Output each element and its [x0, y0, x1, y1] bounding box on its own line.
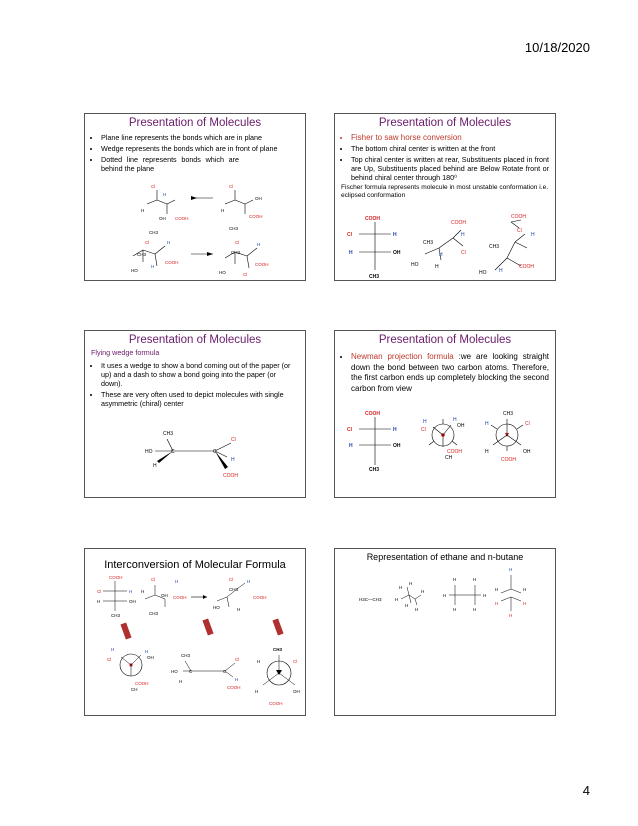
atom-label: H — [163, 192, 167, 197]
atom-label: CH3 — [231, 250, 241, 255]
atom-label: Cl — [97, 589, 102, 594]
list-item: • Top chiral center is written at rear, Substituents placed in front are Up, Substituents placed behind are Below Rotate front or behind chiral center through 180⁰ — [351, 155, 549, 182]
atom-label: H — [439, 252, 443, 258]
atom-label: CH3 — [369, 274, 380, 280]
atom-label: H — [443, 593, 447, 598]
atom-label: H — [453, 417, 457, 423]
atom-label: H — [349, 443, 353, 449]
atom-label: COOH — [501, 457, 516, 463]
atom-label: H — [495, 601, 499, 606]
atom-label: H — [483, 593, 487, 598]
list-item: • It uses a wedge to show a bond coming out of the paper (or up) and a dash to show a bond going into the paper (or down). — [101, 361, 299, 388]
atom-label: OH — [457, 423, 465, 429]
atom-label: Cl — [229, 577, 234, 582]
slide-title: Presentation of Molecules — [128, 117, 262, 129]
slide-6 — [334, 548, 556, 716]
atom-label: H3C—CH3 — [359, 597, 382, 602]
atom-label: Cl — [151, 577, 156, 582]
atom-label: CH3 — [137, 252, 147, 257]
atom-label: HO — [479, 270, 487, 276]
list-item: • Plane line represents the bonds which are in plane — [101, 133, 299, 142]
interconversion-diagram — [85, 575, 305, 715]
slide-4 — [334, 330, 556, 498]
atom-label: H — [97, 599, 101, 604]
body-text: :we are looking straight down the bond between two carbon atoms. Therefore, the first carbon ends up completely blocking the second carbon from view — [351, 352, 549, 393]
atom-label: COOH — [165, 260, 179, 265]
atom-label: H — [235, 677, 239, 682]
slide-title: Representation of ethane and n-butane — [366, 552, 524, 562]
atom-label: H — [221, 208, 225, 213]
atom-label: H — [509, 567, 513, 572]
atom-label: Cl — [347, 427, 352, 433]
atom-label: H — [145, 649, 149, 654]
atom-label: HO — [219, 270, 226, 275]
atom-label: H — [167, 240, 171, 245]
atom-label: H — [509, 613, 513, 618]
atom-label: CH3 — [181, 653, 191, 658]
atom-label: Cl — [461, 250, 466, 256]
slide-3 — [84, 330, 306, 498]
fischer-to-sawhorse-diagram — [335, 214, 555, 280]
note-text: Fischer formula represents molecule in most unstable conformation i.e. eclipsed conformation — [341, 184, 549, 199]
atom-label: CH — [131, 687, 138, 692]
bullet-list — [91, 133, 299, 173]
atom-label: H — [151, 264, 155, 269]
atom-label: H — [473, 607, 477, 612]
atom-label: C — [223, 669, 227, 674]
atom-label: H — [257, 659, 261, 664]
atom-label: HO — [411, 262, 419, 268]
atom-label: H — [231, 457, 235, 463]
atom-label: OH — [293, 689, 300, 694]
atom-label: CH — [445, 455, 453, 461]
atom-label: COOH — [173, 595, 187, 600]
atom-label: H — [247, 579, 251, 584]
atom-label: Cl — [145, 240, 150, 245]
bullet-list — [341, 352, 549, 394]
list-item: • Dotted line represents bonds which are behind the plane — [101, 155, 239, 173]
list-item: • Fisher to saw horse conversion — [351, 133, 549, 142]
atom-label: Cl — [525, 421, 530, 427]
atom-label: CH3 — [111, 613, 121, 618]
list-item: • These are very often used to depict molecules with single asymmetric (chiral) center — [101, 390, 299, 408]
atom-label: Cl — [229, 184, 234, 189]
atom-label: OH — [523, 449, 531, 455]
atom-label: C — [171, 449, 175, 455]
slide-title: Interconversion of Molecular Formula — [104, 559, 286, 571]
atom-label: HO — [131, 268, 138, 273]
atom-label: COOH — [175, 216, 189, 221]
atom-label: H — [453, 577, 457, 582]
atom-label: OH — [159, 216, 166, 221]
atom-label: H — [523, 601, 527, 606]
atom-label: H — [141, 589, 145, 594]
atom-label: H — [409, 581, 413, 586]
atom-label: CH3 — [163, 431, 174, 437]
atom-label: CH3 — [503, 411, 514, 417]
atom-label: COOH — [135, 681, 149, 686]
atom-label: H — [485, 421, 489, 427]
atom-label: H — [415, 607, 419, 612]
atom-label: CH3 — [229, 587, 239, 592]
atom-label: H — [255, 689, 259, 694]
atom-label: OH — [129, 599, 136, 604]
atom-label: COOH — [249, 214, 263, 219]
page-number: 4 — [582, 783, 590, 798]
atom-label: H — [485, 449, 489, 455]
atom-label: H — [453, 607, 457, 612]
atom-label: H — [461, 232, 465, 238]
atom-label: Cl — [235, 657, 240, 662]
atom-label: HO — [213, 605, 220, 610]
atom-label: H — [473, 577, 477, 582]
atom-label: H — [257, 242, 261, 247]
atom-label: CH3 — [149, 230, 159, 235]
atom-label: COOH — [519, 264, 534, 270]
atom-label: Cl — [107, 657, 112, 662]
atom-label: H — [349, 250, 353, 256]
atom-label: H — [175, 579, 179, 584]
date: 10/18/2020 — [524, 40, 590, 55]
atom-label: Cl — [517, 228, 522, 234]
atom-label: CH3 — [273, 647, 283, 652]
atom-label: C — [189, 669, 193, 674]
atom-label: COOH — [365, 216, 380, 222]
atom-label: CH3 — [423, 240, 434, 246]
atom-label: CH3 — [489, 244, 500, 250]
atom-label: H — [393, 232, 397, 238]
wedge-dash-diagram — [85, 180, 305, 280]
atom-label: COOH — [451, 220, 466, 226]
atom-label: H — [531, 232, 535, 238]
newman-projection-diagram — [335, 411, 555, 481]
bullet-list — [341, 133, 549, 182]
atom-label: H — [237, 607, 241, 612]
bullet-list — [91, 361, 299, 408]
highlight-text: Newman projection formula — [351, 352, 454, 361]
atom-label: H — [399, 585, 403, 590]
atom-label: C — [213, 449, 217, 455]
atom-label: OH — [147, 655, 154, 660]
list-item: • The bottom chiral center is written at the front — [351, 144, 549, 153]
atom-label: COOH — [253, 595, 267, 600]
atom-label: COOH — [447, 449, 462, 455]
atom-label: COOH — [223, 473, 238, 479]
atom-label: Cl — [243, 272, 248, 277]
slide-subtitle: Flying wedge formula — [91, 348, 160, 357]
atom-label: COOH — [269, 701, 283, 706]
atom-label: COOH — [227, 685, 241, 690]
slide-1 — [84, 113, 306, 281]
atom-label: H — [153, 463, 157, 469]
atom-label: OH — [161, 593, 168, 598]
atom-label: Cl — [151, 184, 156, 189]
atom-label: OH — [393, 443, 401, 449]
list-item: • Wedge represents the bonds which are in front of plane — [101, 144, 299, 153]
atom-label: CH3 — [229, 226, 239, 231]
atom-label: H — [395, 597, 399, 602]
atom-label: H — [111, 647, 115, 652]
list-item — [351, 352, 549, 394]
atom-label: Cl — [293, 659, 298, 664]
atom-label: CH3 — [149, 611, 159, 616]
atom-label: Cl — [235, 240, 240, 245]
atom-label: HO — [171, 669, 178, 674]
atom-label: H — [499, 268, 503, 274]
atom-label: H — [179, 679, 183, 684]
slide-2 — [334, 113, 556, 281]
atom-label: Cl — [347, 232, 352, 238]
atom-label: OH — [255, 196, 262, 201]
atom-label: H — [141, 208, 145, 213]
slide-title: Presentation of Molecules — [378, 117, 512, 129]
atom-label: OH — [393, 250, 401, 256]
atom-label: COOH — [255, 262, 269, 267]
atom-label: HO — [145, 449, 153, 455]
atom-label: COOH — [511, 214, 526, 220]
atom-label: Cl — [421, 427, 426, 433]
slide-5 — [84, 548, 306, 716]
ethane-butane-diagram — [335, 565, 555, 645]
slide-title: Presentation of Molecules — [378, 334, 512, 346]
atom-label: H — [423, 419, 427, 425]
atom-label: CH3 — [369, 467, 380, 473]
atom-label: H — [421, 589, 425, 594]
atom-label: H — [129, 589, 133, 594]
atom-label: H — [393, 427, 397, 433]
slide-title: Presentation of Molecules — [128, 334, 262, 346]
atom-label: COOH — [365, 411, 380, 417]
atom-label: H — [495, 587, 499, 592]
atom-label: COOH — [109, 575, 123, 580]
atom-label: H — [405, 603, 409, 608]
atom-label: Cl — [231, 437, 236, 443]
flying-wedge-diagram — [85, 425, 305, 495]
atom-label: H — [435, 264, 439, 270]
atom-label: H — [523, 587, 527, 592]
